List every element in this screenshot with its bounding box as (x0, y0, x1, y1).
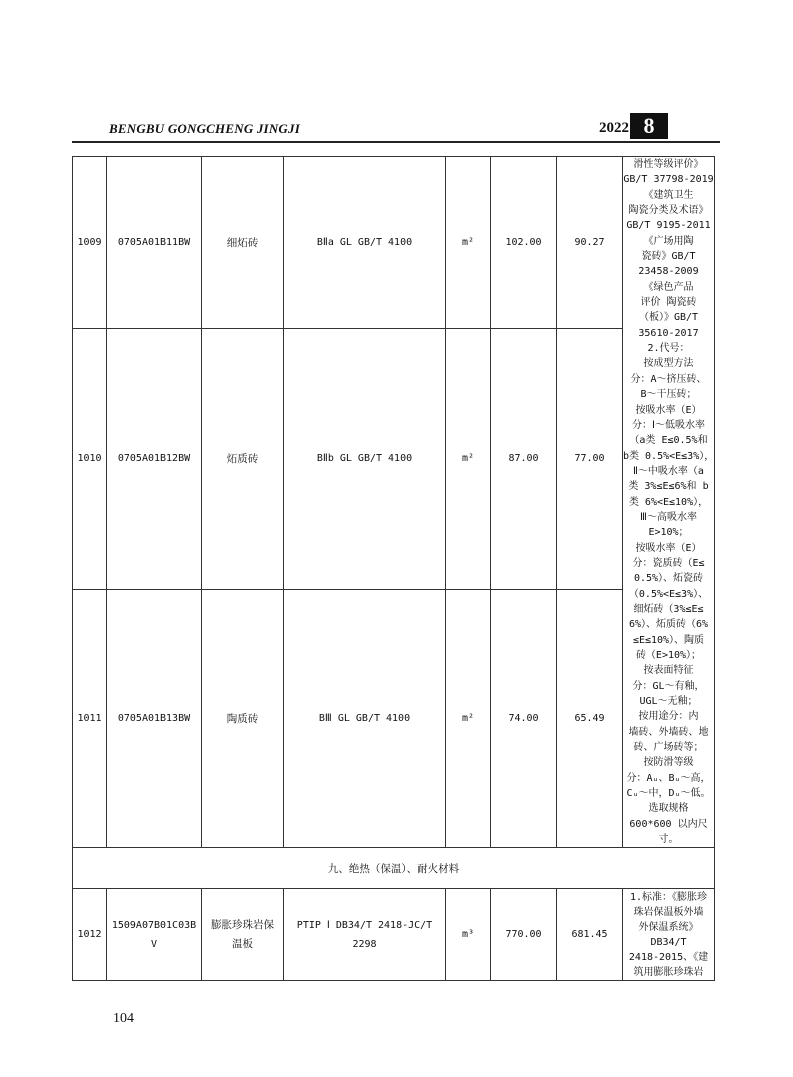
note-line: 细炻砖（3%≤E≤ (633, 603, 704, 615)
price-cell: 770.00 (491, 889, 557, 981)
code-cell (107, 889, 202, 981)
journal-year: 2022 (599, 120, 629, 136)
note-line: 按表面特征 (643, 665, 694, 677)
note-line: 瓷砖》GB/T (641, 251, 696, 263)
note-line: 1.标准：《膨胀珍 (629, 891, 708, 903)
note-line: 筑用膨胀珍珠岩 (633, 966, 704, 978)
note-line: （板）》GB/T (638, 312, 699, 324)
note-line: GB/T 9195-2011 (626, 220, 711, 232)
notes-cell (623, 157, 715, 848)
code-cell: 0705A01B12BW (107, 328, 202, 589)
note-line: 0.5%）、炻瓷砖 (633, 573, 704, 585)
note-line: 墙砖、外墙砖、地 (628, 726, 709, 738)
code-cell: 0705A01B13BW (107, 589, 202, 848)
note-line: Ⅲ～高吸水率 (640, 511, 697, 523)
page-header (72, 113, 720, 141)
note-line: B～干压砖； (640, 389, 697, 401)
unit-cell: m² (446, 157, 491, 329)
table-row (73, 589, 715, 848)
note-line: 分：A～挤压砖、 (630, 373, 707, 385)
seq-cell: 1009 (73, 157, 107, 329)
unit-cell: m² (446, 589, 491, 848)
name-line: 膨胀珍珠岩保 (211, 918, 274, 931)
table-row (73, 157, 715, 329)
note-line: 按吸水率（E） (635, 542, 702, 554)
note-line: 600*600 以内尺 (629, 818, 708, 830)
unit-cell: m³ (446, 889, 491, 981)
note-line: ≤E≤10%）、陶质 (632, 634, 705, 646)
table-row (73, 328, 715, 589)
note-line: 按成型方法 (643, 358, 694, 370)
note-line: 选取规格 (648, 803, 689, 815)
note-line: 分：GL～有釉， (632, 680, 705, 692)
note-line: 砖、广场砖等； (633, 742, 704, 754)
note-line: 按防滑等级 (643, 757, 694, 769)
section-row (73, 848, 715, 889)
name-cell: 炻质砖 (202, 328, 284, 589)
code-line: V (150, 938, 158, 950)
note-line: 类 6%<E≤10%）， (628, 496, 709, 508)
notes-cell (623, 889, 715, 981)
price-cell: 90.27 (557, 157, 623, 329)
price-cell: 681.45 (557, 889, 623, 981)
code-cell: 0705A01B11BW (107, 157, 202, 329)
seq-cell: 1011 (73, 589, 107, 848)
section-title: 九、绝热（保温）、耐火材料 (73, 848, 715, 889)
note-line: 类 3%≤E≤6%和 b (628, 481, 709, 493)
note-line: 6%）、炻质砖（6% (628, 619, 709, 631)
note-line: 珠岩保温板外墙 (633, 906, 704, 918)
name-cell (202, 889, 284, 981)
price-table (72, 156, 715, 981)
spec-cell: BⅡb GL GB/T 4100 (284, 328, 446, 589)
note-line: 按吸水率（E） (635, 404, 702, 416)
spec-cell: BⅡa GL GB/T 4100 (284, 157, 446, 329)
price-cell: 87.00 (491, 328, 557, 589)
note-line: UGL～无釉； (639, 696, 698, 708)
note-line: 《绿色产品 (643, 281, 694, 293)
note-line: （0.5%<E≤3%）、 (628, 588, 709, 600)
name-cell: 陶质砖 (202, 589, 284, 848)
seq-cell: 1012 (73, 889, 107, 981)
price-cell: 77.00 (557, 328, 623, 589)
spec-line: PTIP Ⅰ DB34/T 2418-JC/T (296, 919, 433, 931)
note-line: DB34/T (650, 936, 687, 948)
note-line: 陶瓷分类及术语》 (628, 205, 709, 217)
code-line: 1509A07B01C03B (111, 919, 197, 931)
note-line: 分：Aᵤ、Bᵤ～高， (626, 772, 711, 784)
note-line: 滑性等级评价》 (633, 159, 704, 170)
seq-cell: 1010 (73, 328, 107, 589)
note-line: Ⅱ～中吸水率（a (633, 465, 704, 477)
note-line: 砖（E>10%）； (635, 650, 702, 661)
note-line: 分：瓷质砖（E≤ (632, 557, 705, 569)
price-cell: 74.00 (491, 589, 557, 848)
note-line: 外保温系统》 (638, 921, 699, 933)
note-line: 按用途分：内 (638, 711, 699, 723)
note-line: 2.代号： (647, 343, 690, 355)
price-cell: 102.00 (491, 157, 557, 329)
note-line: b类 0.5%<E≤3%）， (623, 450, 715, 462)
note-line: 分：Ⅰ～低吸水率 (632, 419, 705, 431)
price-cell: 65.49 (557, 589, 623, 848)
spec-cell (284, 889, 446, 981)
table-row (73, 889, 715, 981)
note-line: GB/T 37798-2019 (623, 174, 714, 186)
note-line: 23458-2009 (638, 266, 699, 278)
note-line: 寸。 (658, 834, 679, 846)
note-line: Cᵤ～中，Dᵤ～低。 (626, 788, 711, 800)
note-line: 评价 陶瓷砖 (640, 297, 697, 309)
issue-number-badge: 8 (630, 113, 668, 139)
note-line: （a类 E≤0.5%和 (629, 435, 708, 447)
journal-name: BENGBU GONGCHENG JINGJI (109, 121, 300, 136)
name-line: 温板 (232, 937, 253, 950)
note-line: 《建筑卫生 (643, 189, 694, 201)
spec-cell: BⅢ GL GB/T 4100 (284, 589, 446, 848)
note-line: 35610-2017 (638, 327, 699, 339)
note-line: E>10%； (648, 527, 689, 539)
spec-line: 2298 (352, 938, 377, 950)
unit-cell: m² (446, 328, 491, 589)
header-rule (72, 141, 720, 143)
note-line: 2418-2015、《建 (628, 951, 709, 963)
note-line: 《广场用陶 (643, 235, 694, 247)
name-cell: 细炻砖 (202, 157, 284, 329)
page-number: 104 (113, 1011, 134, 1026)
